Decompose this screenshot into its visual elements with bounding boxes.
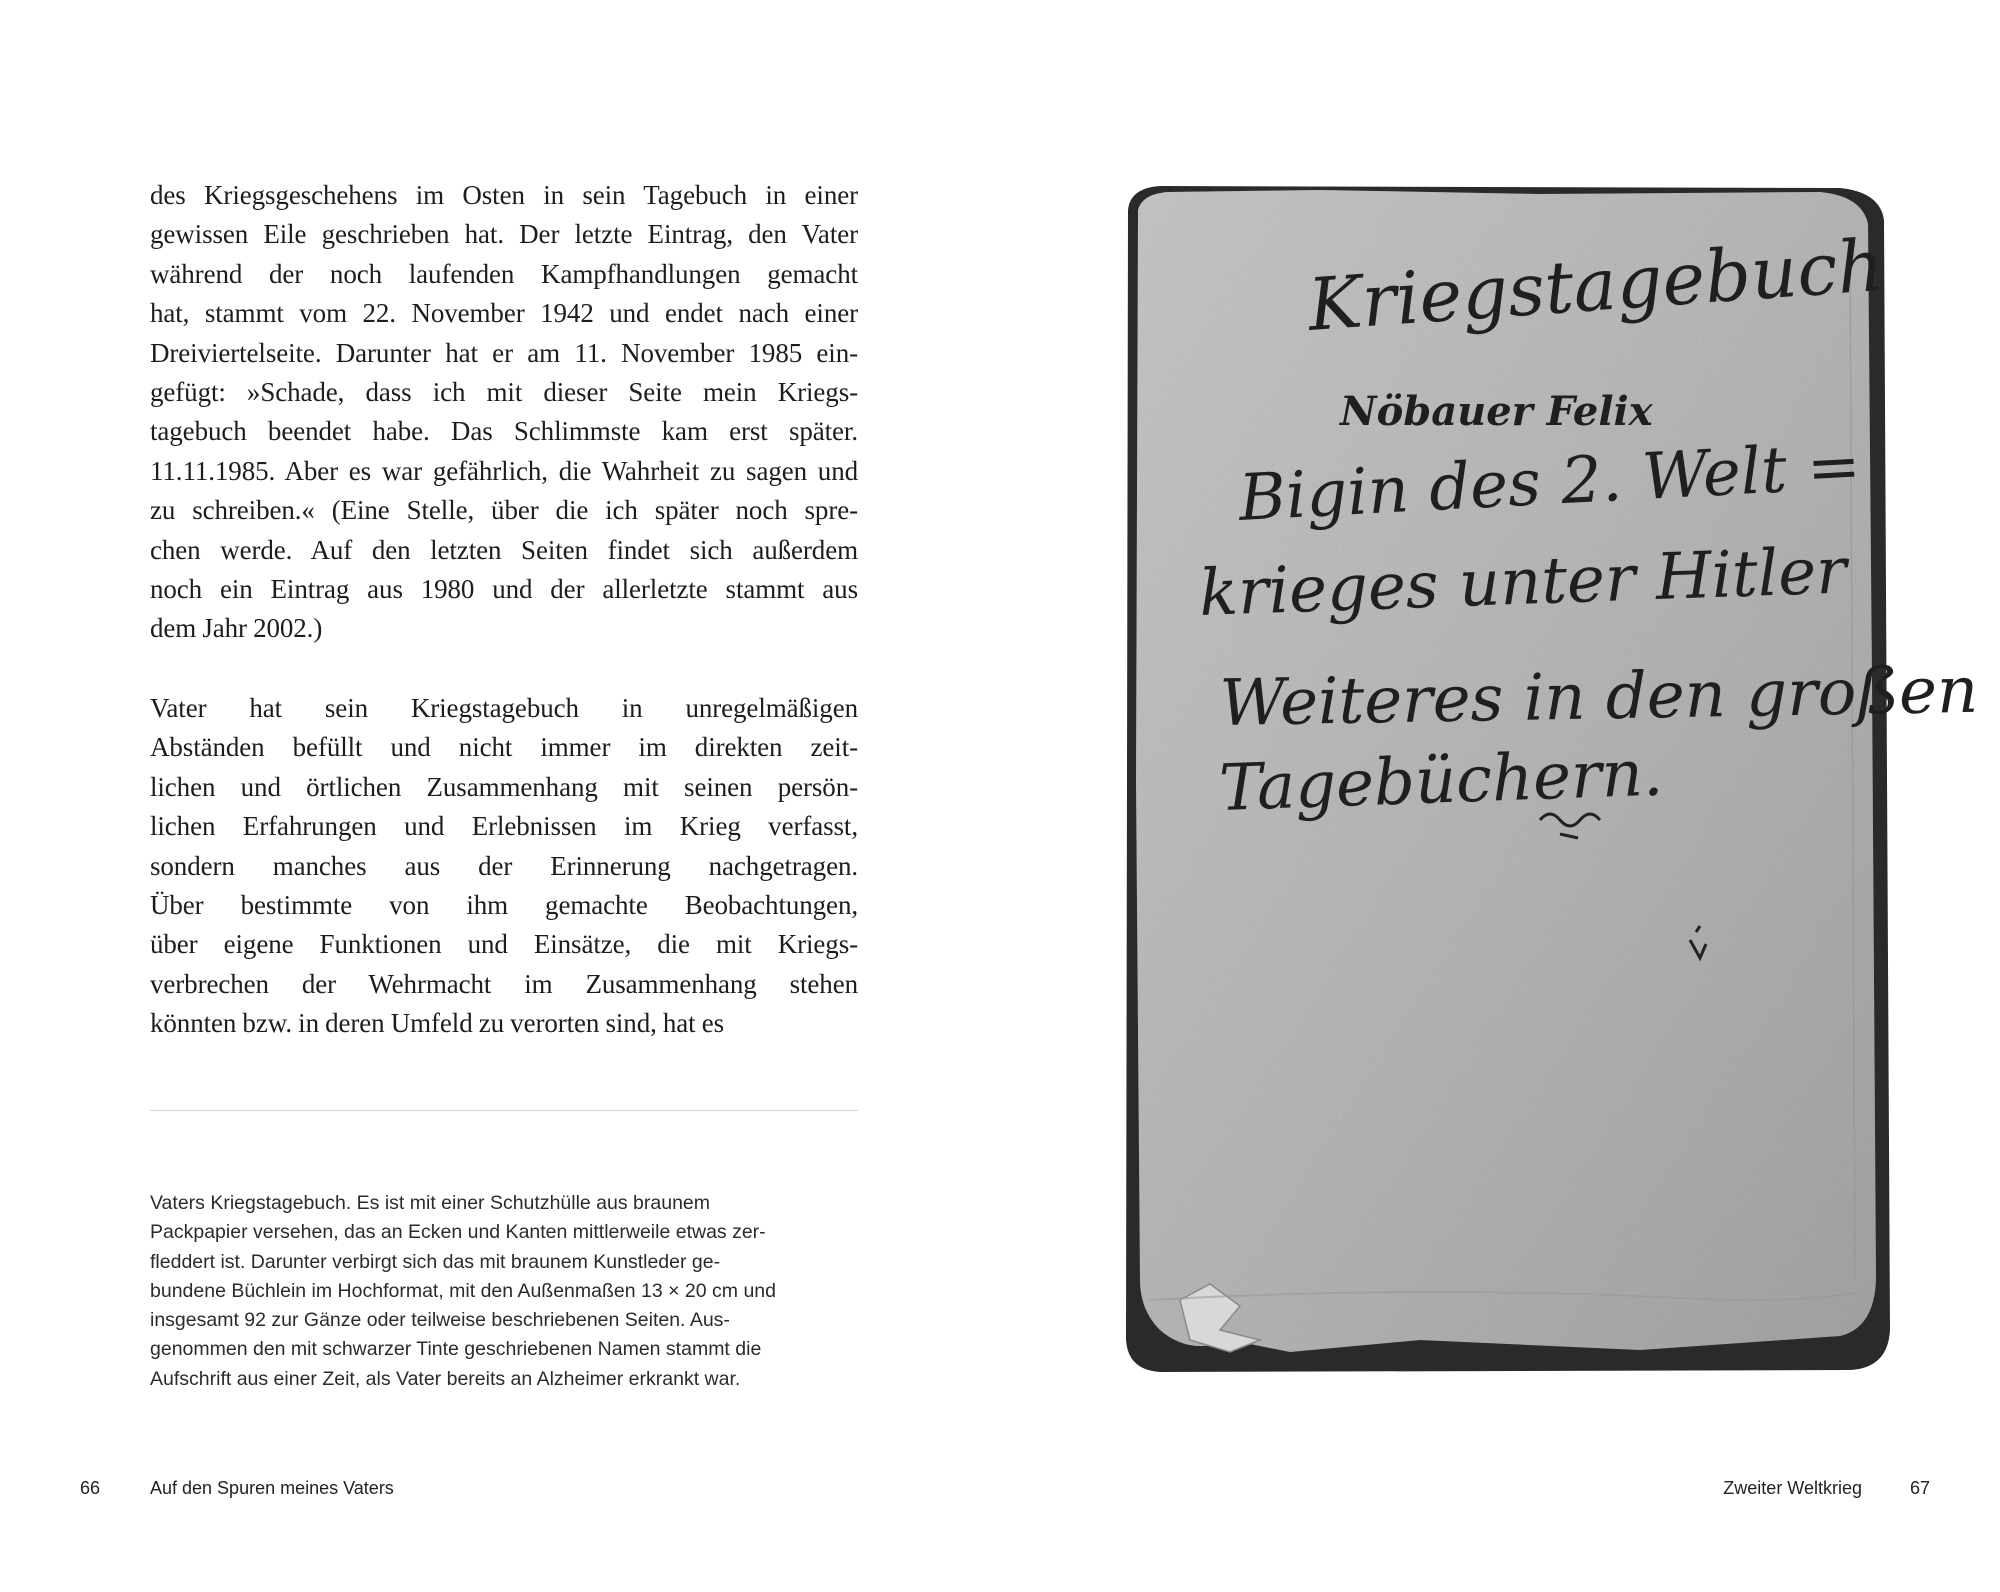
text-line: chen werde. Auf den letzten Seiten findet sich außerdem <box>150 534 858 565</box>
text-line: Packpapier versehen, das an Ecken und Kanten mittlerweile etwas zer- <box>150 1221 766 1244</box>
diary-cover-photo <box>1120 180 1979 1375</box>
text-line: insgesamt 92 zur Gänze oder teilweise beschriebenen Seiten. Aus- <box>150 1309 730 1332</box>
caption-divider <box>150 1110 858 1111</box>
text-line: 11.11.1985. Aber es war gefährlich, die Wahrheit zu sagen und <box>150 455 858 486</box>
body-paragraph-1 <box>150 176 858 649</box>
text-line: dem Jahr 2002.) <box>150 613 323 644</box>
text-line: zu schreiben.« (Eine Stelle, über die ich später noch spre- <box>150 495 858 526</box>
text-line: während der noch laufenden Kampfhandlungen gemacht <box>150 258 858 289</box>
text-line: lichen und örtlichen Zusammenhang mit seinen persön- <box>150 771 858 802</box>
text-line: bundene Büchlein im Hochformat, mit den Außenmaßen 13 × 20 cm und <box>150 1279 776 1302</box>
text-line: Vaters Kriegstagebuch. Es ist mit einer Schutzhülle aus braunem <box>150 1192 711 1214</box>
right-page <box>1000 0 2000 1592</box>
handwriting-line: Bigin des 2. Welt = <box>1236 429 1863 536</box>
text-line: Dreiviertelseite. Darunter hat er am 11. November 1985 ein- <box>150 337 858 368</box>
handwriting-line: Tagebüchern. <box>1217 736 1665 826</box>
text-line: hat, stammt vom 22. November 1942 und endet nach einer <box>150 298 858 329</box>
text-line: noch ein Eintrag aus 1980 und der allerletzte stammt aus <box>150 574 858 605</box>
text-line: Aufschrift aus einer Zeit, als Vater bereits an Alzheimer erkrankt war. <box>150 1367 741 1390</box>
text-line: Abständen befüllt und nicht immer im direkten zeit- <box>150 732 858 763</box>
photo-caption <box>150 1189 858 1394</box>
text-line: genommen den mit schwarzer Tinte geschriebenen Namen stammt die <box>150 1338 762 1361</box>
text-line: könnten bzw. in deren Umfeld zu verorten sind, hat es <box>150 1008 725 1039</box>
text-line: Über bestimmte von ihm gemachte Beobachtungen, <box>150 890 858 921</box>
text-line: gefügt: »Schade, dass ich mit dieser Seite mein Kriegs- <box>150 377 858 408</box>
body-paragraph-2 <box>150 689 858 1044</box>
page-number-right: 67 <box>1909 1478 1930 1498</box>
page-number-left: 66 <box>80 1478 101 1498</box>
text-line: über eigene Funktionen und Einsätze, die mit Kriegs- <box>150 929 858 960</box>
text-line: tagebuch beendet habe. Das Schlimmste kam erst später. <box>150 416 858 447</box>
text-line: fleddert ist. Darunter verbirgt sich das mit braunem Kunstleder ge- <box>150 1250 721 1273</box>
text-line: verbrechen der Wehrmacht im Zusammenhang stehen <box>150 968 858 999</box>
running-head-left: Auf den Spuren meines Vaters <box>150 1478 394 1498</box>
handwriting-line: Nöbauer Felix <box>1340 388 1653 435</box>
handwriting-line: Weiteres in den großen <box>1218 653 1979 741</box>
handwriting-line: krieges unter Hitler <box>1197 534 1848 631</box>
text-line: lichen Erfahrungen und Erlebnissen im Krieg verfasst, <box>150 811 858 842</box>
text-line: sondern manches aus der Erinnerung nachgetragen. <box>150 850 858 881</box>
running-head-right: Zweiter Weltkrieg <box>1723 1478 1862 1498</box>
text-line: Vater hat sein Kriegstagebuch in unregelmäßigen <box>150 693 858 723</box>
text-line: des Kriegsgeschehens im Osten in sein Tagebuch in einer <box>150 180 858 210</box>
text-line: gewissen Eile geschrieben hat. Der letzte Eintrag, den Vater <box>150 219 858 250</box>
handwriting-line: Kriegstagebuch <box>1305 222 1887 347</box>
